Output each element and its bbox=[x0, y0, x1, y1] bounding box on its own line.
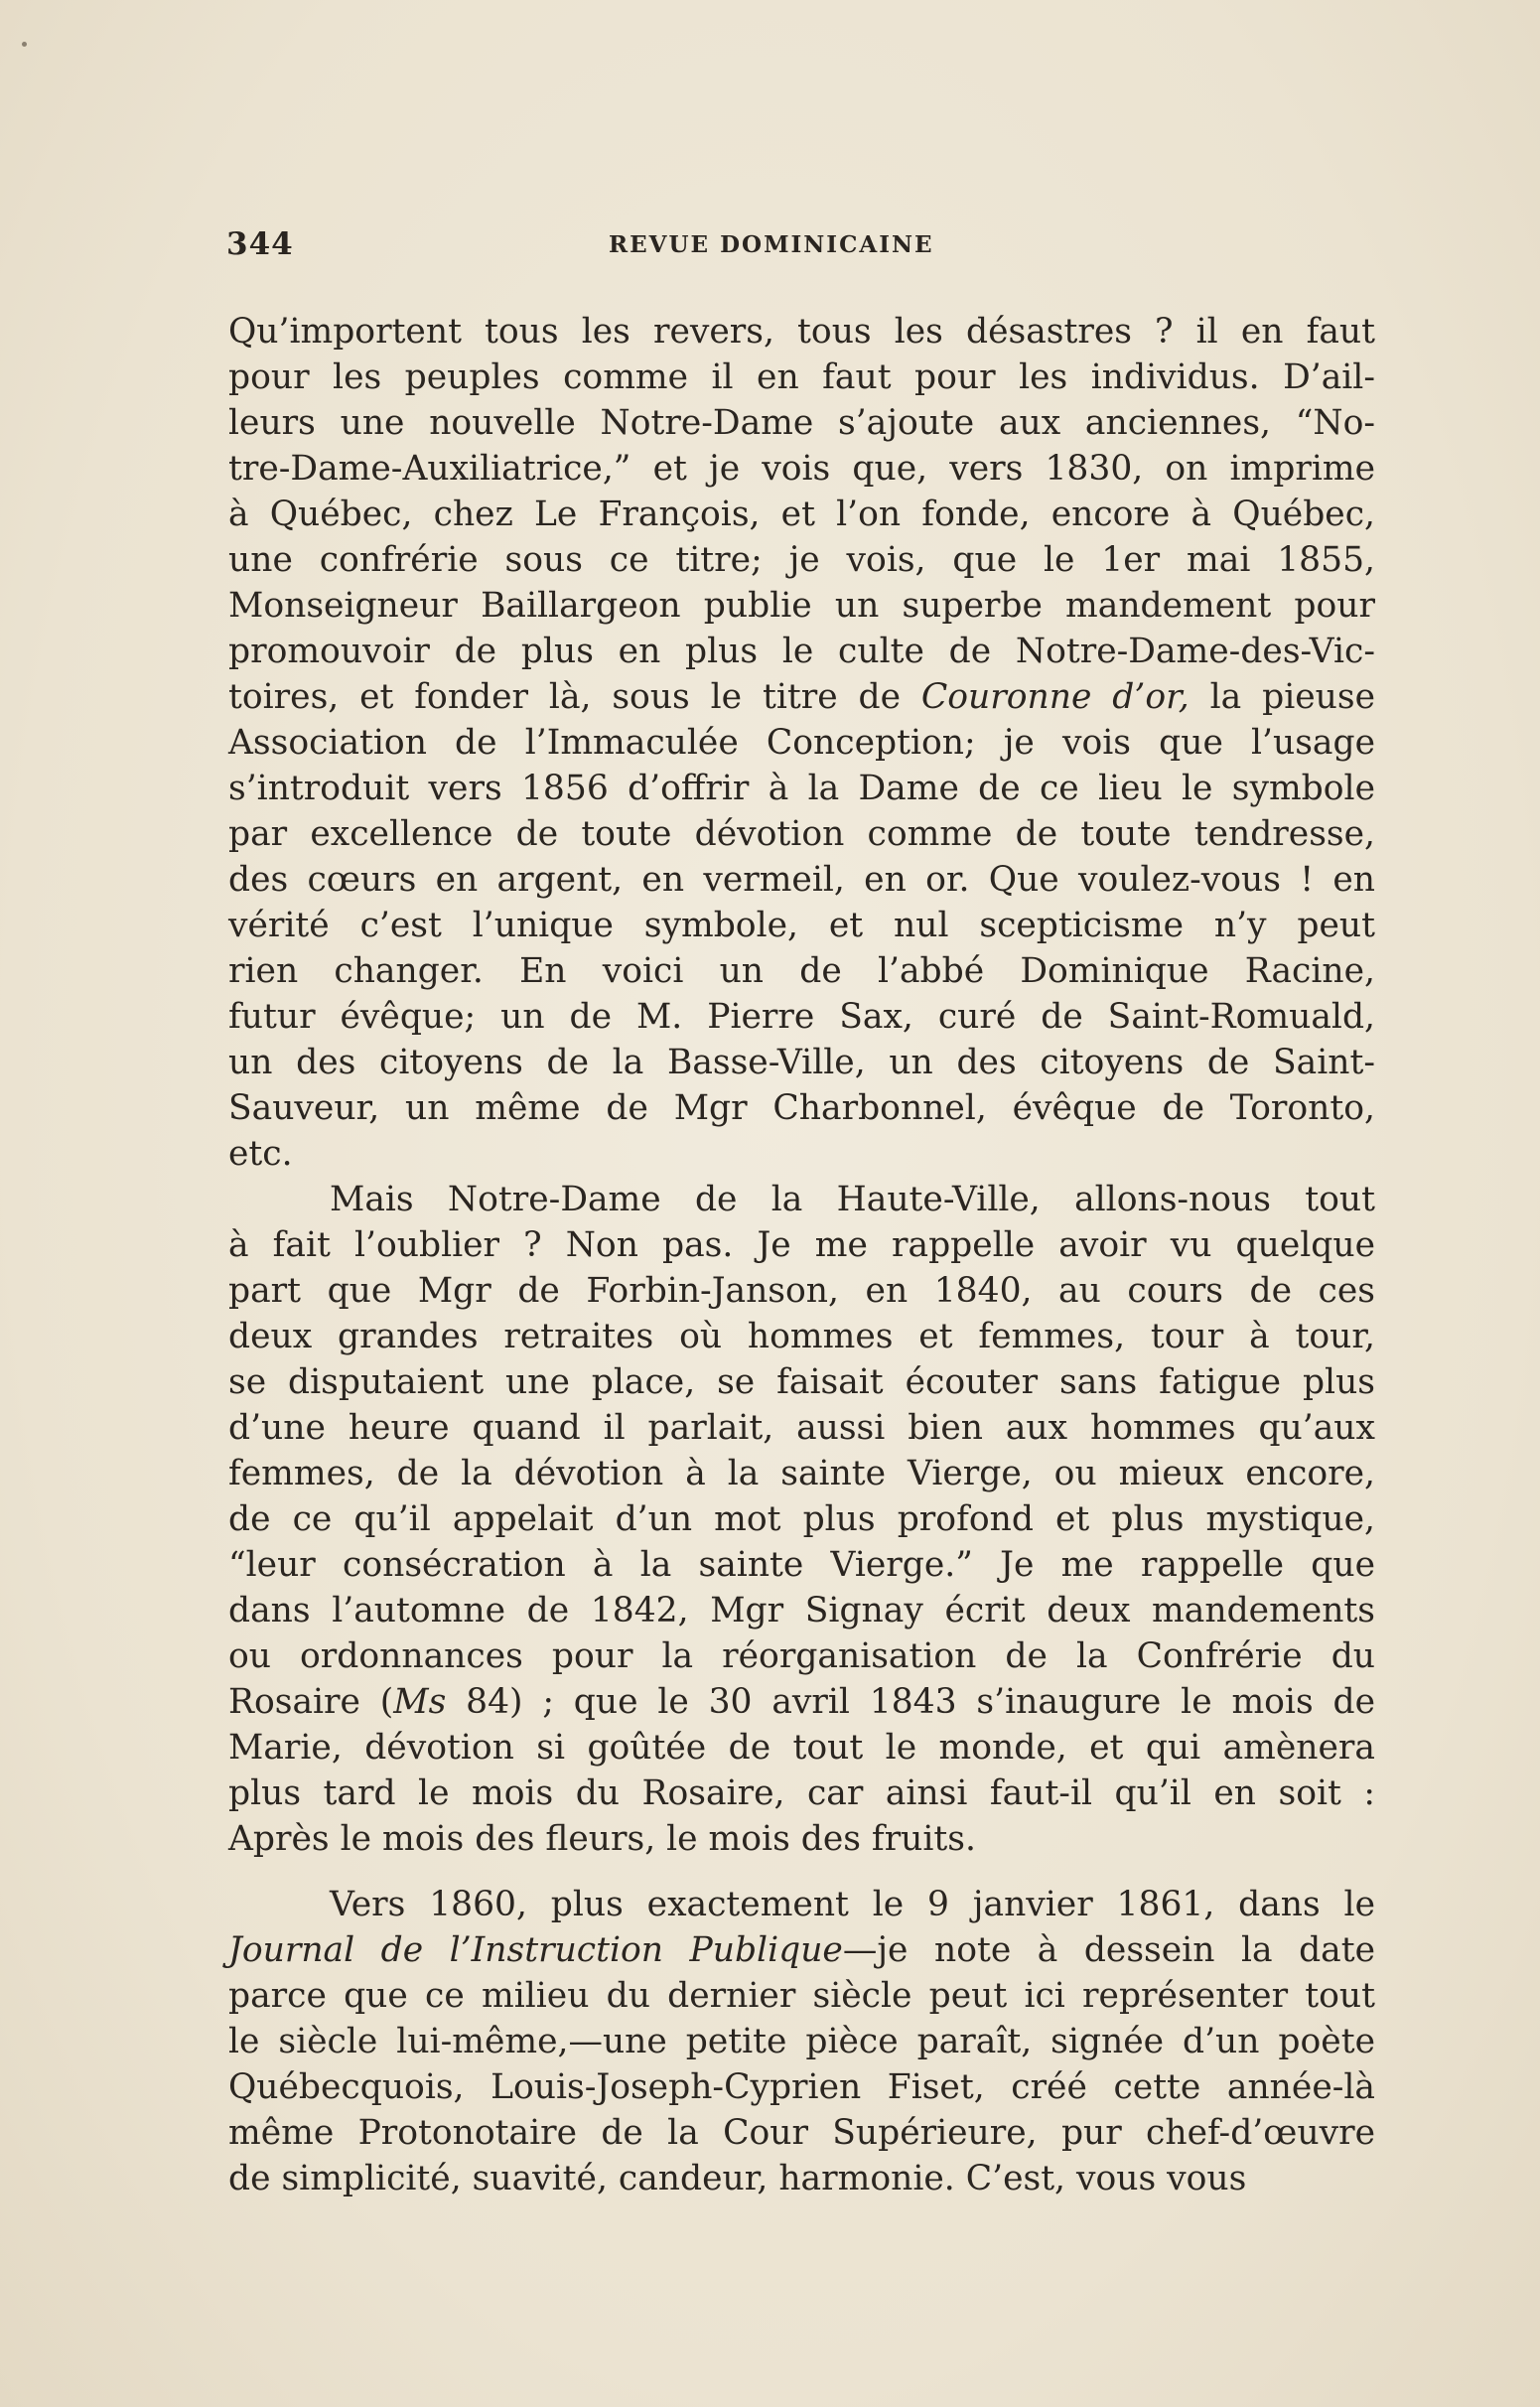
text-line bbox=[228, 994, 1375, 1040]
text-line bbox=[228, 583, 1375, 629]
italic-text: Couronne d’or, bbox=[920, 677, 1190, 717]
text-segment: dans l’automne de 1842, Mgr Signay écrit deux mandements bbox=[228, 1591, 1375, 1630]
text-segment: s’introduit vers 1856 d’offrir à la Dame de ce lieu le symbole bbox=[228, 769, 1375, 808]
text-line bbox=[228, 1040, 1375, 1085]
text-line bbox=[228, 2019, 1375, 2064]
text-line bbox=[228, 1770, 1375, 1816]
text-segment: d’une heure quand il parlait, aussi bien aux hommes qu’aux bbox=[228, 1408, 1375, 1448]
text-line bbox=[228, 1085, 1375, 1131]
text-segment: Après le mois des fleurs, le mois des fruits. bbox=[228, 1819, 976, 1859]
text-line bbox=[228, 2110, 1375, 2156]
text-segment: parce que ce milieu du dernier siècle peut ici représenter tout bbox=[228, 1976, 1375, 2016]
text-line bbox=[228, 446, 1375, 492]
text-segment: 84) ; que le 30 avril 1843 s’inaugure le mois de bbox=[446, 1682, 1376, 1722]
text-line bbox=[228, 1542, 1375, 1588]
text-segment: ou ordonnances pour la réorganisation de la Confrérie du bbox=[228, 1636, 1375, 1676]
text-segment: plus tard le mois du Rosaire, car ainsi faut-il qu’il en soit : bbox=[228, 1773, 1375, 1813]
text-segment: une confrérie sous ce titre; je vois, que le 1er mai 1855, bbox=[228, 540, 1375, 580]
text-line bbox=[228, 492, 1375, 537]
text-segment: promouvoir de plus en plus le culte de Notre-Dame-des-Vic- bbox=[228, 632, 1375, 671]
text-line bbox=[228, 1973, 1375, 2019]
text-segment: toires, et fonder là, sous le titre de bbox=[228, 677, 921, 717]
paragraph bbox=[228, 1177, 1375, 1862]
text-segment: la pieuse bbox=[1189, 677, 1375, 717]
text-line bbox=[228, 2064, 1375, 2110]
paragraph-gap bbox=[228, 1862, 1375, 1882]
text-segment: “leur consécration à la sainte Vierge.” Je me rappelle que bbox=[228, 1545, 1375, 1585]
text-segment: Mais Notre-Dame de la Haute-Ville, allons-nous tout bbox=[330, 1180, 1375, 1219]
text-line bbox=[228, 1451, 1375, 1496]
text-segment: Sauveur, un même de Mgr Charbonnel, évêque de Toronto, bbox=[228, 1088, 1375, 1128]
text-segment: deux grandes retraites où hommes et femmes, tour à tour, bbox=[228, 1317, 1375, 1356]
text-segment: des cœurs en argent, en vermeil, en or. Que voulez-vous ! en bbox=[228, 860, 1375, 900]
text-segment: de simplicité, suavité, candeur, harmonie. C’est, vous vous bbox=[228, 2159, 1247, 2198]
text-segment: femmes, de la dévotion à la sainte Vierge, ou mieux encore, bbox=[228, 1454, 1375, 1493]
text-line bbox=[228, 1222, 1375, 1268]
text-line bbox=[228, 948, 1375, 994]
text-segment: un des citoyens de la Basse-Ville, un des citoyens de Saint- bbox=[228, 1043, 1375, 1082]
text-segment: le siècle lui-même,—une petite pièce paraît, signée d’un poète bbox=[228, 2022, 1375, 2061]
text-segment: Québecquois, Louis-Joseph-Cyprien Fiset, créé cette année-là bbox=[228, 2067, 1375, 2107]
text-line bbox=[228, 720, 1375, 766]
text-line bbox=[228, 1359, 1375, 1405]
text-segment: vérité c’est l’unique symbole, et nul scepticisme n’y peut bbox=[228, 906, 1375, 945]
text-line bbox=[228, 1927, 1375, 1973]
text-segment: futur évêque; un de M. Pierre Sax, curé de Saint-Romuald, bbox=[228, 997, 1375, 1037]
text-line bbox=[228, 1314, 1375, 1359]
text-segment: Vers 1860, plus exactement le 9 janvier 1861, dans le bbox=[330, 1885, 1375, 1924]
text-segment: Qu’importent tous les revers, tous les désastres ? il en faut bbox=[228, 312, 1375, 352]
paper-speck bbox=[22, 42, 27, 47]
text-line bbox=[228, 1496, 1375, 1542]
text-line bbox=[228, 1131, 1375, 1177]
text-segment: Marie, dévotion si goûtée de tout le monde, et qui amènera bbox=[228, 1728, 1375, 1768]
italic-text: Ms bbox=[393, 1682, 447, 1722]
running-title: REVUE DOMINICAINE bbox=[609, 231, 934, 258]
text-segment: etc. bbox=[228, 1134, 293, 1174]
text-line bbox=[228, 1725, 1375, 1770]
text-line bbox=[228, 1882, 1375, 1927]
text-segment: même Protonotaire de la Cour Supérieure, pur chef-d’œuvre bbox=[228, 2113, 1375, 2153]
text-line bbox=[228, 1816, 1375, 1862]
text-segment: rien changer. En voici un de l’abbé Dominique Racine, bbox=[228, 951, 1375, 991]
text-line bbox=[228, 1405, 1375, 1451]
text-segment: pour les peuples comme il en faut pour les individus. D’ail- bbox=[228, 357, 1375, 397]
italic-text: Journal de l’Instruction Publique bbox=[228, 1930, 843, 1970]
text-line bbox=[228, 903, 1375, 948]
text-segment: Monseigneur Baillargeon publie un superbe mandement pour bbox=[228, 586, 1375, 626]
page-number: 344 bbox=[226, 226, 294, 262]
text-segment: à fait l’oublier ? Non pas. Je me rappelle avoir vu quelque bbox=[228, 1225, 1375, 1265]
text-line bbox=[228, 629, 1375, 674]
paragraph bbox=[228, 309, 1375, 1177]
text-line bbox=[228, 811, 1375, 857]
text-segment: Rosaire ( bbox=[228, 1682, 394, 1722]
text-segment: tre-Dame-Auxiliatrice,” et je vois que, vers 1830, on imprime bbox=[228, 449, 1375, 489]
text-line bbox=[228, 1268, 1375, 1314]
text-segment: Association de l’Immaculée Conception; je vois que l’usage bbox=[228, 723, 1375, 763]
text-segment: se disputaient une place, se faisait écouter sans fatigue plus bbox=[228, 1362, 1375, 1402]
text-line bbox=[228, 1177, 1375, 1222]
body-text bbox=[228, 309, 1375, 2201]
text-line bbox=[228, 674, 1375, 720]
text-segment: leurs une nouvelle Notre-Dame s’ajoute aux anciennes, “No- bbox=[228, 403, 1375, 443]
text-line bbox=[228, 309, 1375, 354]
text-line bbox=[228, 1679, 1375, 1725]
text-segment: part que Mgr de Forbin-Janson, en 1840, au cours de ces bbox=[228, 1271, 1375, 1311]
text-line bbox=[228, 2156, 1375, 2201]
text-line bbox=[228, 400, 1375, 446]
text-segment: —je note à dessein la date bbox=[842, 1930, 1376, 1970]
text-line bbox=[228, 537, 1375, 583]
text-line bbox=[228, 857, 1375, 903]
text-segment: de ce qu’il appelait d’un mot plus profond et plus mystique, bbox=[228, 1499, 1375, 1539]
text-line bbox=[228, 354, 1375, 400]
text-segment: par excellence de toute dévotion comme de toute tendresse, bbox=[228, 814, 1375, 854]
text-segment: à Québec, chez Le François, et l’on fonde, encore à Québec, bbox=[228, 495, 1375, 534]
text-line bbox=[228, 766, 1375, 811]
text-line bbox=[228, 1633, 1375, 1679]
page-header bbox=[226, 226, 1373, 268]
text-line bbox=[228, 1588, 1375, 1633]
paragraph bbox=[228, 1882, 1375, 2201]
